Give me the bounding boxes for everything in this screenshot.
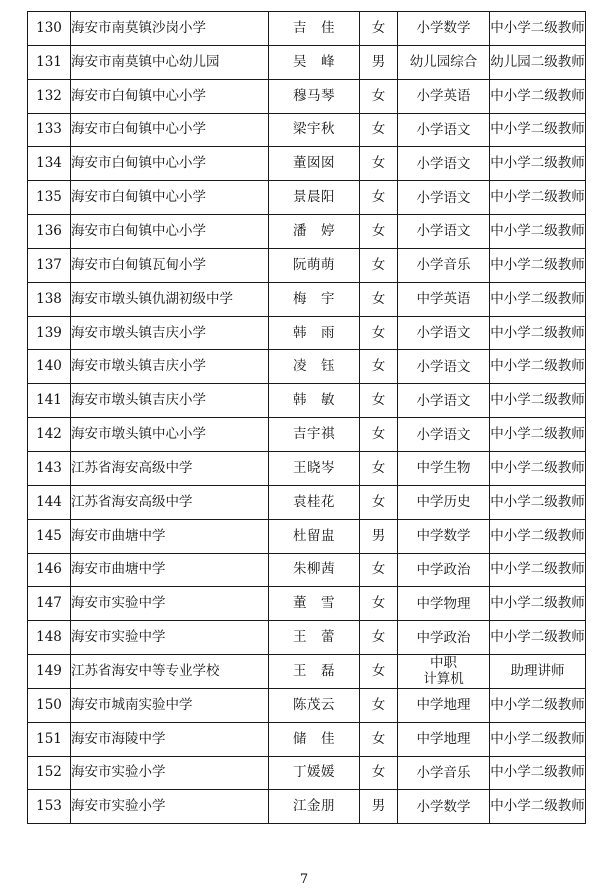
title-cell: 中小学二级教师 [490,181,586,215]
subject-line: 小学英语 [416,88,471,105]
row-number-cell: 143 [28,451,71,485]
gender-cell: 女 [360,316,398,350]
subject-line: 小学语文 [416,392,471,409]
subject-line: 幼儿园综合 [409,54,478,71]
person-name-cell: 韩 敏 [269,384,360,418]
row-number-cell: 144 [28,485,71,519]
gender-cell: 女 [360,79,398,113]
row-number-cell: 130 [28,12,71,46]
work-unit-cell: 海安市墩头镇吉庆小学 [71,350,269,384]
table-row [28,621,586,655]
row-number-cell: 138 [28,282,71,316]
row-number-cell: 134 [28,147,71,181]
person-name-cell: 凌 钰 [269,350,360,384]
row-number-cell: 142 [28,418,71,452]
person-name-cell: 吉 佳 [269,12,360,46]
subject-line: 小学语文 [416,223,471,240]
person-name-cell: 王 磊 [269,655,360,689]
row-number-cell: 140 [28,350,71,384]
work-unit-cell: 海安市南莫镇中心幼儿园 [71,45,269,79]
row-number-cell: 141 [28,384,71,418]
gender-cell: 女 [360,756,398,790]
work-unit-cell: 江苏省海安高级中学 [71,485,269,519]
work-unit-cell: 海安市南莫镇沙岗小学 [71,12,269,46]
table-row [28,655,586,689]
row-number-cell: 131 [28,45,71,79]
row-number-cell: 150 [28,688,71,722]
subject-cell [398,45,490,79]
table-row [28,248,586,282]
subject-cell [398,756,490,790]
row-number-cell: 136 [28,215,71,249]
person-name-cell: 袁桂花 [269,485,360,519]
subject-cell [398,384,490,418]
work-unit-cell: 海安市实验中学 [71,587,269,621]
subject-line: 小学语文 [416,155,471,172]
gender-cell: 女 [360,451,398,485]
work-unit-cell: 海安市白甸镇中心小学 [71,79,269,113]
gender-cell: 女 [360,587,398,621]
person-name-cell: 阮萌萌 [269,248,360,282]
person-name-cell: 梅 宇 [269,282,360,316]
work-unit-cell: 海安市白甸镇中心小学 [71,181,269,215]
subject-line: 计算机 [423,671,464,688]
gender-cell: 女 [360,688,398,722]
gender-cell: 男 [360,790,398,824]
person-name-cell: 韩 雨 [269,316,360,350]
row-number-cell: 133 [28,113,71,147]
title-cell: 中小学二级教师 [490,147,586,181]
work-unit-cell: 海安市白甸镇中心小学 [71,215,269,249]
roster-table [27,11,586,824]
gender-cell: 女 [360,384,398,418]
person-name-cell: 储 佳 [269,722,360,756]
table-row [28,113,586,147]
title-cell: 中小学二级教师 [490,722,586,756]
gender-cell: 男 [360,45,398,79]
table-row [28,350,586,384]
subject-cell [398,113,490,147]
page-number: 7 [299,872,309,887]
work-unit-cell: 海安市曲塘中学 [71,553,269,587]
table-row [28,587,586,621]
row-number-cell: 139 [28,316,71,350]
gender-cell: 女 [360,181,398,215]
title-cell: 中小学二级教师 [490,350,586,384]
work-unit-cell: 海安市墩头镇吉庆小学 [71,384,269,418]
person-name-cell: 景晨阳 [269,181,360,215]
row-number-cell: 147 [28,587,71,621]
title-cell: 中小学二级教师 [490,756,586,790]
title-cell: 中小学二级教师 [490,282,586,316]
subject-line: 中学地理 [416,697,471,714]
table-row [28,384,586,418]
subject-line: 小学数学 [416,798,471,815]
person-name-cell: 江金朋 [269,790,360,824]
roster-table-body [28,12,586,824]
work-unit-cell: 海安市墩头镇仇湖初级中学 [71,282,269,316]
work-unit-cell: 海安市实验小学 [71,790,269,824]
subject-cell [398,451,490,485]
work-unit-cell: 海安市墩头镇吉庆小学 [71,316,269,350]
subject-line: 小学数学 [416,20,471,37]
gender-cell: 女 [360,655,398,689]
work-unit-cell: 江苏省海安高级中学 [71,451,269,485]
gender-cell: 女 [360,248,398,282]
title-cell: 中小学二级教师 [490,418,586,452]
work-unit-cell: 海安市海陵中学 [71,722,269,756]
subject-cell [398,248,490,282]
table-row [28,282,586,316]
subject-cell [398,688,490,722]
work-unit-cell: 海安市白甸镇中心小学 [71,147,269,181]
table-row [28,519,586,553]
subject-line: 中学物理 [416,595,471,612]
subject-line: 中学生物 [416,460,471,477]
title-cell: 中小学二级教师 [490,316,586,350]
subject-line: 中学数学 [416,528,471,545]
person-name-cell: 吴 峰 [269,45,360,79]
subject-line: 小学语文 [416,189,471,206]
title-cell: 中小学二级教师 [490,688,586,722]
gender-cell: 女 [360,215,398,249]
subject-cell [398,350,490,384]
table-row [28,756,586,790]
table-row [28,790,586,824]
table-row [28,12,586,46]
subject-line: 小学语文 [416,121,471,138]
work-unit-cell: 海安市白甸镇中心小学 [71,113,269,147]
table-row [28,215,586,249]
title-cell: 中小学二级教师 [490,485,586,519]
subject-line: 中学英语 [416,291,471,308]
row-number-cell: 145 [28,519,71,553]
table-row [28,147,586,181]
gender-cell: 女 [360,147,398,181]
table-row [28,316,586,350]
gender-cell: 女 [360,113,398,147]
table-row [28,485,586,519]
subject-cell [398,215,490,249]
gender-cell: 女 [360,621,398,655]
row-number-cell: 137 [28,248,71,282]
title-cell: 中小学二级教师 [490,519,586,553]
work-unit-cell: 海安市实验小学 [71,756,269,790]
row-number-cell: 152 [28,756,71,790]
title-cell: 中小学二级教师 [490,553,586,587]
gender-cell: 女 [360,418,398,452]
subject-line: 中学历史 [416,494,471,511]
person-name-cell: 王晓岑 [269,451,360,485]
row-number-cell: 151 [28,722,71,756]
title-cell: 中小学二级教师 [490,12,586,46]
subject-cell [398,553,490,587]
gender-cell: 女 [360,12,398,46]
work-unit-cell: 海安市城南实验中学 [71,688,269,722]
work-unit-cell: 海安市墩头镇中心小学 [71,418,269,452]
title-cell: 中小学二级教师 [490,215,586,249]
subject-cell [398,587,490,621]
person-name-cell: 王 蕾 [269,621,360,655]
title-cell: 中小学二级教师 [490,248,586,282]
person-name-cell: 梁宇秋 [269,113,360,147]
work-unit-cell: 海安市白甸镇瓦甸小学 [71,248,269,282]
gender-cell: 男 [360,519,398,553]
table-row [28,451,586,485]
table-row [28,553,586,587]
row-number-cell: 149 [28,655,71,689]
subject-line: 小学语文 [416,426,471,443]
person-name-cell: 董囡囡 [269,147,360,181]
title-cell: 中小学二级教师 [490,384,586,418]
subject-cell [398,655,490,689]
subject-line: 小学语文 [416,358,471,375]
table-row [28,45,586,79]
subject-cell [398,12,490,46]
person-name-cell: 吉宇祺 [269,418,360,452]
row-number-cell: 148 [28,621,71,655]
person-name-cell: 陈茂云 [269,688,360,722]
subject-line: 小学音乐 [416,257,471,274]
subject-cell [398,282,490,316]
title-cell: 中小学二级教师 [490,621,586,655]
title-cell: 中小学二级教师 [490,790,586,824]
subject-cell [398,621,490,655]
subject-cell [398,147,490,181]
title-cell: 幼儿园二级教师 [490,45,586,79]
person-name-cell: 杜留盅 [269,519,360,553]
subject-cell [398,316,490,350]
person-name-cell: 朱柳茜 [269,553,360,587]
subject-line: 中学地理 [416,731,471,748]
subject-line: 小学语文 [416,325,471,342]
work-unit-cell: 海安市实验中学 [71,621,269,655]
gender-cell: 女 [360,350,398,384]
subject-cell [398,790,490,824]
subject-line: 小学音乐 [416,764,471,781]
title-cell: 中小学二级教师 [490,451,586,485]
row-number-cell: 153 [28,790,71,824]
title-cell: 中小学二级教师 [490,113,586,147]
table-row [28,418,586,452]
row-number-cell: 132 [28,79,71,113]
subject-cell [398,418,490,452]
gender-cell: 女 [360,485,398,519]
subject-line: 中学政治 [416,561,471,578]
table-row [28,79,586,113]
person-name-cell: 董 雪 [269,587,360,621]
subject-cell [398,79,490,113]
subject-cell [398,722,490,756]
subject-line: 中学政治 [416,629,471,646]
person-name-cell: 丁媛媛 [269,756,360,790]
table-row [28,722,586,756]
work-unit-cell: 江苏省海安中等专业学校 [71,655,269,689]
table-row [28,688,586,722]
gender-cell: 女 [360,722,398,756]
subject-line: 中职 [430,655,457,672]
subject-cell [398,485,490,519]
person-name-cell: 潘 婷 [269,215,360,249]
table-row [28,181,586,215]
subject-cell [398,181,490,215]
row-number-cell: 146 [28,553,71,587]
work-unit-cell: 海安市曲塘中学 [71,519,269,553]
title-cell: 中小学二级教师 [490,79,586,113]
person-name-cell: 穆马琴 [269,79,360,113]
gender-cell: 女 [360,282,398,316]
subject-cell [398,519,490,553]
title-cell: 中小学二级教师 [490,587,586,621]
gender-cell: 女 [360,553,398,587]
row-number-cell: 135 [28,181,71,215]
title-cell: 助理讲师 [490,655,586,689]
